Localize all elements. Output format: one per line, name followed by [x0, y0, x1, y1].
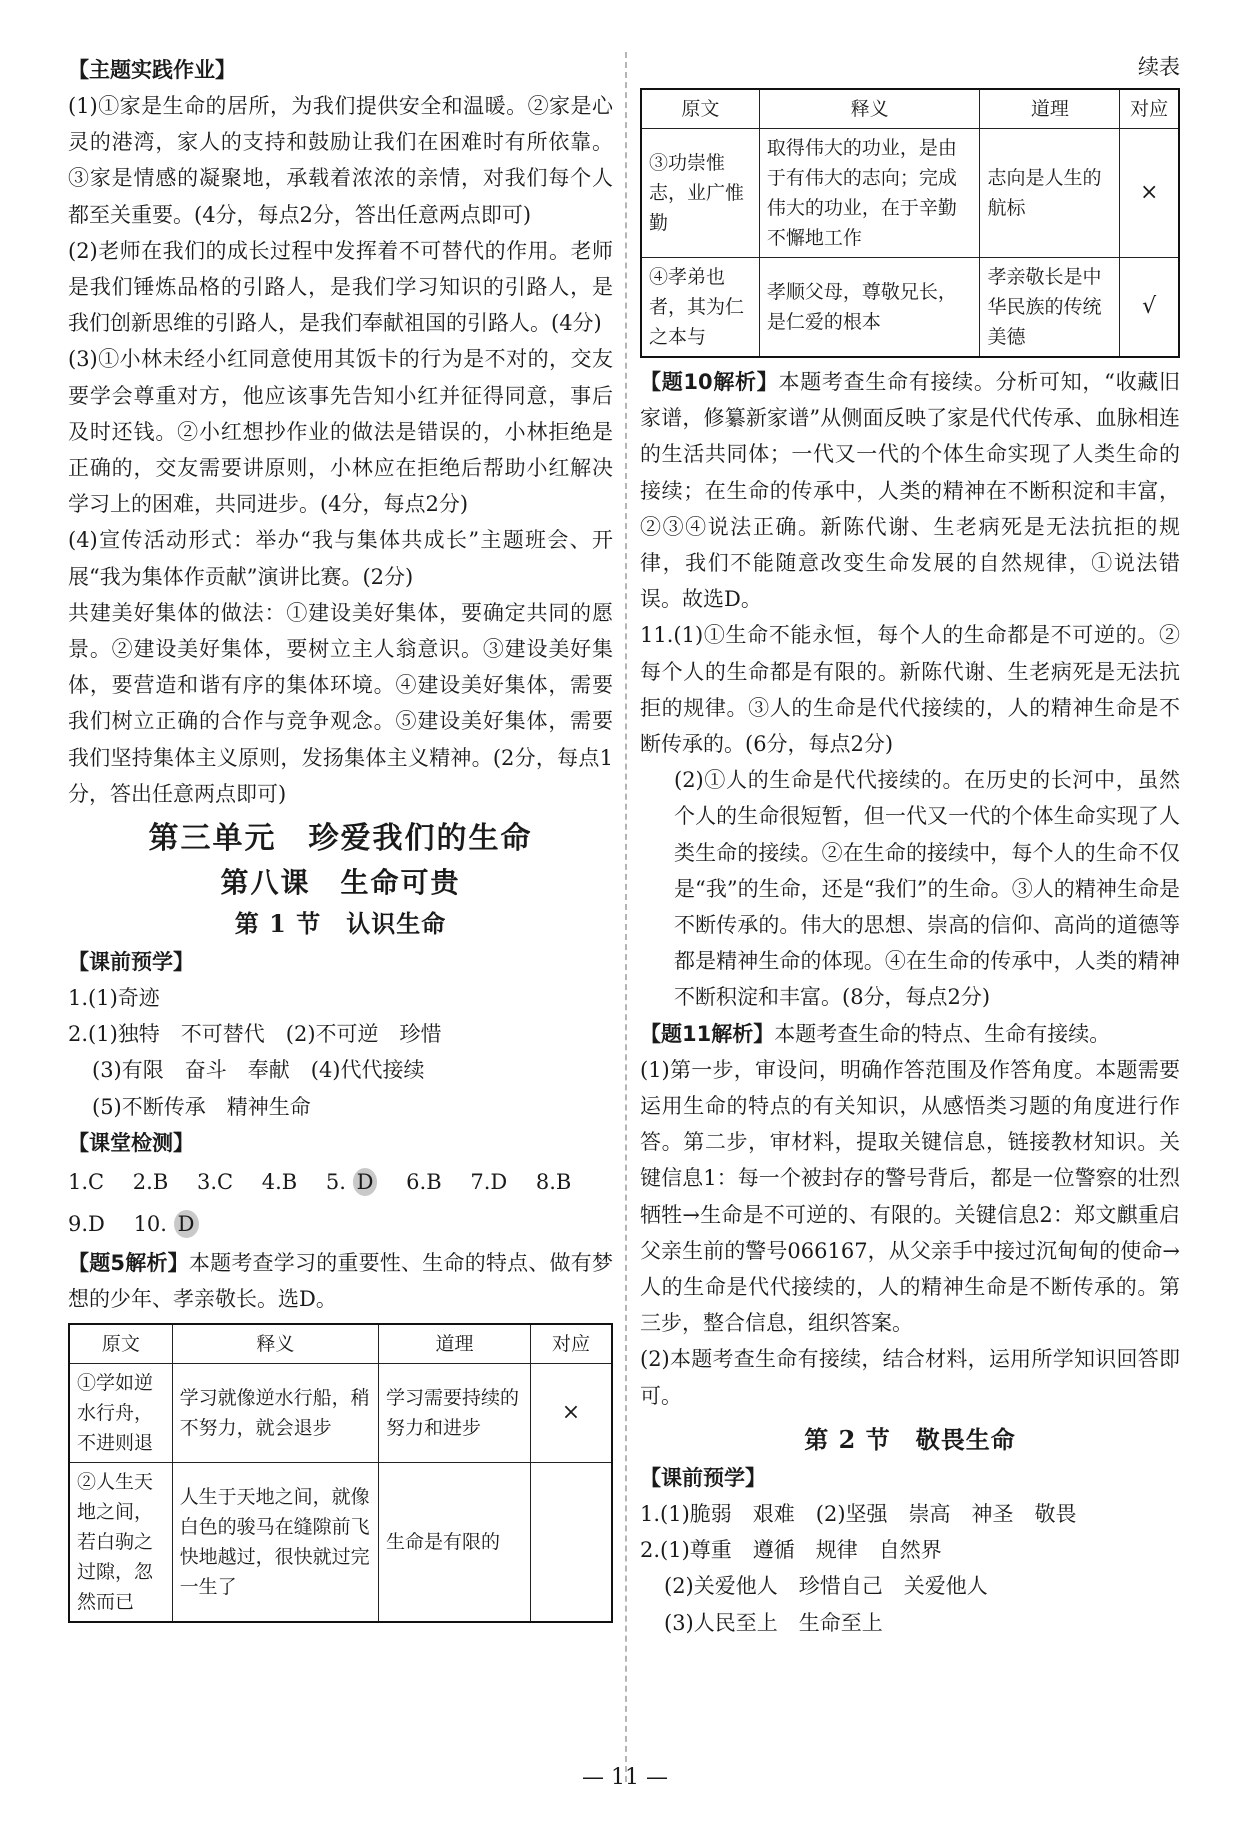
- table-cell: 生命是有限的: [379, 1463, 531, 1623]
- practice-answer-3: (3)①小林未经小红同意使用其饭卡的行为是不对的，交友要学会尊重对方，他应该事先告知小红并征得同意，事后及时还钱。②小红想抄作业的做法是错误的，小林拒绝是正确的，交友需要讲原则，小林应在拒绝后帮助小红解决学习上的困难，共同进步。(4分，每点2分): [68, 347, 613, 517]
- practice-answer-5: 共建美好集体的做法：①建设美好集体，要确定共同的愿景。②建设美好集体，要树立主人翁意识。③建设美好集体，要营造和谐有序的集体环境。④建设美好集体，需要我们树立正确的合作与竞争观念。⑤建设美好集体，需要我们坚持集体主义原则，发扬集体主义精神。(2分，每点1分，答出任意两点即可): [68, 600, 613, 806]
- preview2-line-2: 2.(1)尊重 遵循 规律 自然界: [640, 1538, 942, 1563]
- table-header: 释义: [172, 1324, 378, 1364]
- table-cell: 学习就像逆水行船，稍不努力，就会退步: [172, 1364, 378, 1463]
- table-q5-continued: [640, 88, 1180, 358]
- table-row: [641, 129, 1179, 258]
- table-header-row: [641, 89, 1179, 129]
- preview2-line-1: 1.(1)脆弱 艰难 (2)坚强 崇高 神圣 敬畏: [640, 1501, 1077, 1526]
- header-practice: 【主题实践作业】: [68, 58, 236, 82]
- q10-text: 本题考查生命有接续。分析可知，“收藏旧家谱，修纂新家谱”从侧面反映了家是代代传承、血脉相连的生活共同体；一代又一代的个体生命实现了人类生命的接续；在生命的传承中，人类的精神在不断积淀和丰富，②③④说法正确。新陈代谢、生老病死是无法抗拒的规律，我们不能随意改变生命发展的自然规律，①说法错误。故选D。: [640, 370, 1180, 612]
- header-preview: 【课前预学】: [68, 950, 194, 975]
- preview-line-2: 2.(1)独特 不可替代 (2)不可逆 珍惜: [68, 1022, 442, 1047]
- answer-item: 9.D: [68, 1211, 105, 1236]
- answer-item: 4.B: [261, 1169, 298, 1194]
- header-preview-2: 【课前预学】: [640, 1465, 766, 1490]
- preview-line-1: 1.(1)奇迹: [68, 986, 160, 1011]
- table-cell: 孝顺父母，尊敬兄长，是仁爱的根本: [759, 258, 980, 358]
- answers-row-2: [68, 1203, 613, 1245]
- q11-analysis: [640, 1016, 1180, 1052]
- answer-item: 1.C: [68, 1169, 105, 1194]
- table-cell: √: [1120, 258, 1179, 358]
- table-cell: 取得伟大的功业，是由于有伟大的志向；完成伟大的功业，在于辛勤不懈地工作: [759, 129, 980, 258]
- q10-analysis: [640, 364, 1180, 617]
- preview2-line-3: (2)关爱他人 珍惜自己 关爱他人: [664, 1574, 988, 1599]
- q5-analysis: [68, 1245, 613, 1317]
- practice-answer-1: (1)①家是生命的居所，为我们提供安全和温暖。②家是心灵的港湾，家人的支持和鼓励让我们在困难时有所依靠。③家是情感的凝聚地，承载着浓浓的亲情，对我们每个人都至关重要。(4分，每点2分，答出任意两点即可): [68, 94, 613, 227]
- column-divider: [625, 52, 627, 1782]
- answer-item: 10.: [133, 1211, 167, 1236]
- circled-answer: D: [353, 1168, 378, 1196]
- answer-item: 7.D: [470, 1169, 508, 1194]
- circled-answer: D: [174, 1210, 199, 1238]
- table-cell: 人生于天地之间，就像白色的骏马在缝隙前飞快地越过，很快就过完一生了: [172, 1463, 378, 1623]
- table-cell: [531, 1463, 612, 1623]
- table-cell: ×: [531, 1364, 612, 1463]
- table-cell: 学习需要持续的努力和进步: [379, 1364, 531, 1463]
- table-continued-label: 续表: [1138, 55, 1180, 79]
- table-header-row: [69, 1324, 612, 1364]
- answer-item: 5.: [325, 1169, 346, 1194]
- table-header: 道理: [980, 89, 1120, 129]
- answer-item: 3.C: [196, 1169, 234, 1194]
- q10-label: 【题10解析】: [640, 370, 779, 394]
- table-cell: 志向是人生的航标: [980, 129, 1120, 258]
- table-q5: [68, 1323, 613, 1623]
- q11-answer-1: 11.(1)①生命不能永恒，每个人的生命都是不可逆的。②每个人的生命都是有限的。新陈代谢、生老病死是无法抗拒的规律。③人的生命是代代接续的，人的精神生命是不断传承的。(6分，每点2分): [640, 623, 1180, 757]
- answer-item: 6.B: [406, 1169, 442, 1194]
- section-title: 第 1 节 认识生命: [234, 909, 447, 939]
- table-header: 原文: [69, 1324, 172, 1364]
- lesson-title: 第八课 生命可贵: [220, 866, 461, 900]
- practice-answer-2: (2)老师在我们的成长过程中发挥着不可替代的作用。老师是我们锤炼品格的引路人，是我们学习知识的引路人，是我们创新思维的引路人，是我们奉献祖国的引路人。(4分): [68, 238, 613, 336]
- left-column: [68, 52, 613, 1629]
- table-cell: ×: [1120, 129, 1179, 258]
- table-header: 对应: [531, 1324, 612, 1364]
- q11-label: 【题11解析】: [640, 1021, 775, 1046]
- table-cell: 孝亲敬长是中华民族的传统美德: [980, 258, 1120, 358]
- section2-title: 第 2 节 敬畏生命: [804, 1424, 1016, 1454]
- q11-text: 本题考查生命的特点、生命有接续。: [774, 1021, 1111, 1046]
- answers-row-1: [68, 1161, 613, 1203]
- header-check: 【课堂检测】: [68, 1130, 194, 1155]
- table-header: 释义: [759, 89, 980, 129]
- q5-label: 【题5解析】: [68, 1250, 189, 1275]
- table-header: 道理: [379, 1324, 531, 1364]
- table-header: 原文: [641, 89, 759, 129]
- preview-line-3: (3)有限 奋斗 奉献 (4)代代接续: [92, 1058, 425, 1083]
- table-cell: ④孝弟也者，其为仁之本与: [641, 258, 759, 358]
- table-cell: ③功崇惟志，业广惟勤: [641, 129, 759, 258]
- table-cell: ①学如逆水行舟，不进则退: [69, 1364, 172, 1463]
- q5-text: 本题考查学习的重要性、生命的特点、做有梦想的少年、孝亲敬长。选D。: [68, 1250, 613, 1312]
- right-column: [640, 52, 1180, 1641]
- answer-item: 2.B: [132, 1169, 169, 1194]
- q11-analysis-2: (2)本题考查生命有接续，结合材料，运用所学知识回答即可。: [640, 1347, 1180, 1408]
- table-row: [641, 258, 1179, 358]
- page-number: — 11 —: [582, 1765, 668, 1790]
- unit-title: 第三单元 珍爱我们的生命: [148, 821, 533, 857]
- q11-answer-2: (2)①人的生命是代代接续的。在历史的长河中，虽然个人的生命很短暂，但一代又一代的个体生命实现了人类生命的接续。②在生命的接续中，每个人的生命不仅是“我”的生命，还是“我们”的生命。③人的精神生命是不断传承的。伟大的思想、崇高的信仰、高尚的道德等都是精神生命的体现。④在生命的传承中，人类的精神不断积淀和丰富。(8分，每点2分): [674, 768, 1180, 1010]
- table-cell: ②人生天地之间，若白驹之过隙，忽然而已: [69, 1463, 172, 1623]
- q11-analysis-1: (1)第一步，审设问，明确作答范围及作答角度。本题需要运用生命的特点的有关知识，从感悟类习题的角度进行作答。第二步，审材料，提取关键信息，链接教材知识。关键信息1：每一个被封存的警号背后，都是一位警察的壮烈牺牲→生命是不可逆的、有限的。关键信息2：郑文麒重启父亲生前的警号066167，从父亲手中接过沉甸甸的使命→人的生命是代代接续的，人的精神生命是不断传承的。第三步，整合信息，组织答案。: [640, 1057, 1180, 1336]
- practice-answer-4: (4)宣传活动形式：举办“我与集体共成长”主题班会、开展“我为集体作贡献”演讲比赛。(2分): [68, 528, 613, 589]
- table-header: 对应: [1120, 89, 1179, 129]
- preview-line-4: (5)不断传承 精神生命: [92, 1094, 311, 1119]
- preview2-line-4: (3)人民至上 生命至上: [664, 1610, 883, 1635]
- table-row: [69, 1364, 612, 1463]
- answer-item: 8.B: [535, 1169, 572, 1194]
- table-row: [69, 1463, 612, 1623]
